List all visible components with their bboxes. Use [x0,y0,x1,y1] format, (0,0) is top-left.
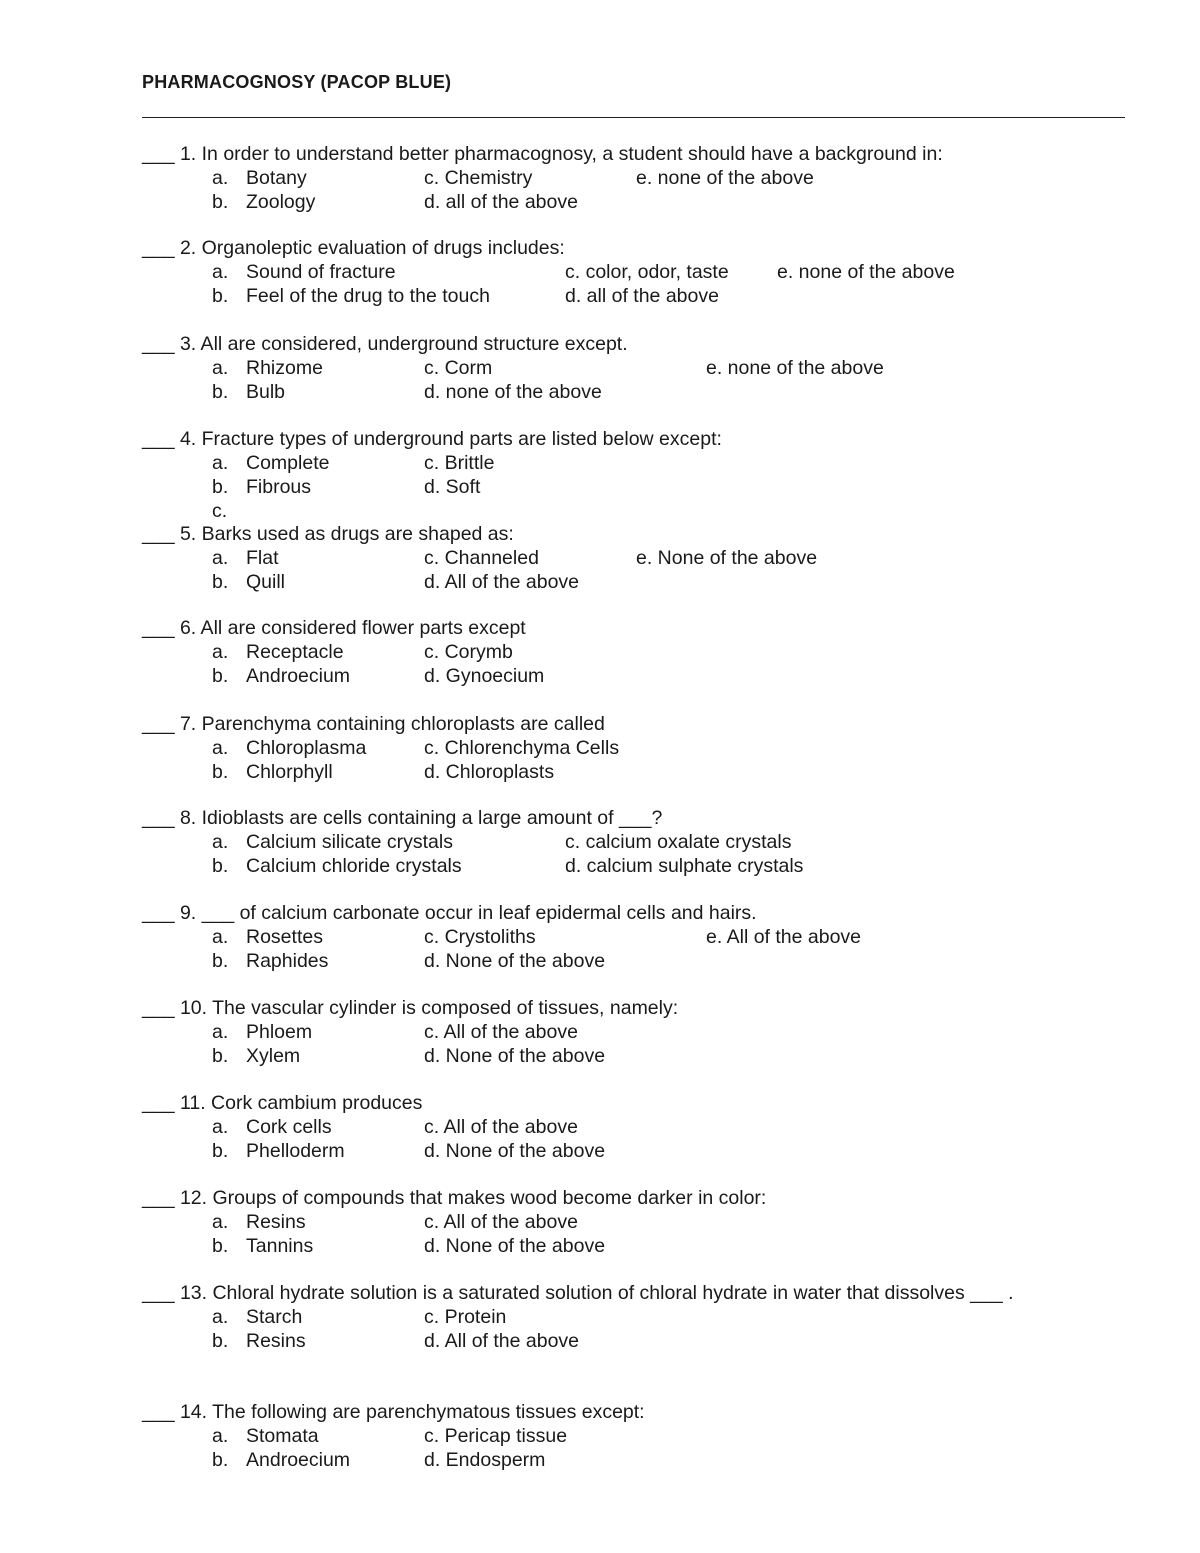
option-a: a. Resins [212,1211,306,1233]
option-e: e. none of the above [777,261,955,283]
option-c: c. Brittle [424,452,495,474]
option-row-1 [142,1305,1014,1329]
option-row-1 [142,736,620,760]
option-row-3 [142,499,722,523]
option-row-1 [142,925,862,949]
option-e: e. All of the above [706,926,862,948]
option-a: a. Rhizome [212,357,323,379]
option-b: b. Androecium [212,1449,351,1471]
option-c: c. All of the above [424,1021,578,1043]
question-4 [142,427,722,523]
option-a: a. Phloem [212,1021,313,1043]
option-row-1 [142,546,818,570]
question-14 [142,1400,645,1472]
option-row-1 [142,640,526,664]
option-d: d. None of the above [424,1140,606,1162]
question-stem: ___ 13. Chloral hydrate solution is a saturated solution of chloral hydrate in water that dissolves ___ . [142,1282,1014,1304]
question-stem: ___ 12. Groups of compounds that makes wood become darker in color: [142,1187,767,1209]
option-c: c. calcium oxalate crystals [565,831,792,853]
option-row-2 [142,475,722,499]
option-b: b. Raphides [212,950,329,972]
option-c: c. Corymb [424,641,513,663]
option-c: c. All of the above [424,1211,578,1233]
question-stem: ___ 9. ___ of calcium carbonate occur in leaf epidermal cells and hairs. [142,902,757,924]
option-c: c. Corm [424,357,493,379]
option-a: a. Complete [212,452,330,474]
option-row-1 [142,1210,766,1234]
option-e: e. none of the above [706,357,884,379]
document-title: PHARMACOGNOSY (PACOP BLUE) [142,72,452,92]
option-a: a. Stomata [212,1425,319,1447]
option-a: a. Chloroplasma [212,737,367,759]
option-b: b. Tannins [212,1235,314,1257]
question-10 [142,996,678,1068]
option-d: d. Chloroplasts [424,761,555,783]
option-row-2 [142,1044,678,1068]
option-row-1 [142,830,792,854]
option-row-2 [142,854,804,878]
empty-option-c: c. [212,500,228,522]
option-d: d. all of the above [565,285,719,307]
option-e: e. None of the above [636,547,818,569]
option-row-1 [142,166,943,190]
question-stem: ___ 1. In order to understand better pharmacognosy, a student should have a background in: [142,143,943,165]
question-2 [142,236,955,308]
option-row-2 [142,1139,606,1163]
question-stem: ___ 3. All are considered, underground structure except. [142,333,628,355]
option-a: a. Sound of fracture [212,261,396,283]
option-a: a. Botany [212,167,307,189]
option-row-2 [142,760,605,784]
option-b: b. Resins [212,1330,306,1352]
option-e: e. none of the above [636,167,814,189]
option-row-2 [142,190,943,214]
option-b: b. Bulb [212,381,286,403]
option-a: a. Rosettes [212,926,323,948]
option-row-2 [142,380,628,404]
option-d: d. all of the above [424,191,578,213]
option-d: d. None of the above [424,950,606,972]
option-a: a. Flat [212,547,279,569]
question-5 [142,522,818,594]
option-row-2 [142,284,719,308]
question-8 [142,806,804,878]
question-stem: ___ 11. Cork cambium produces [142,1092,423,1114]
option-d: d. None of the above [424,1235,606,1257]
option-b: b. Xylem [212,1045,301,1067]
option-b: b. Calcium chloride crystals [212,855,462,877]
option-row-1 [142,356,884,380]
question-stem: ___ 14. The following are parenchymatous tissues except: [142,1401,645,1423]
option-d: d. calcium sulphate crystals [565,855,804,877]
option-d: d. none of the above [424,381,602,403]
question-7 [142,712,620,784]
option-d: d. None of the above [424,1045,606,1067]
option-c: c. Chemistry [424,167,533,189]
option-d: d. All of the above [424,1330,580,1352]
option-b: b. Phelloderm [212,1140,345,1162]
option-b: b. Feel of the drug to the touch [212,285,490,307]
question-11 [142,1091,606,1163]
option-row-2 [142,664,545,688]
title-underline [142,117,1125,118]
option-b: b. Zoology [212,191,316,213]
option-d: d. Gynoecium [424,665,545,687]
question-stem: ___ 6. All are considered flower parts except [142,617,526,639]
option-c: c. Pericap tissue [424,1425,568,1447]
option-row-1 [142,451,722,475]
option-b: b. Chlorphyll [212,761,333,783]
option-d: d. All of the above [424,571,580,593]
option-a: a. Receptacle [212,641,344,663]
option-c: c. Crystoliths [424,926,536,948]
option-a: a. Starch [212,1306,303,1328]
option-c: c. color, odor, taste [565,261,729,283]
question-9 [142,901,862,973]
question-3 [142,332,884,404]
question-stem: ___ 4. Fracture types of underground parts are listed below except: [142,428,722,450]
option-row-1 [142,260,955,284]
option-row-1 [142,1424,645,1448]
option-row-1 [142,1115,578,1139]
option-a: a. Cork cells [212,1116,332,1138]
option-b: b. Androecium [212,665,351,687]
option-b: b. Quill [212,571,286,593]
question-stem: ___ 7. Parenchyma containing chloroplasts are called [142,713,605,735]
question-stem: ___ 5. Barks used as drugs are shaped as: [142,523,514,545]
option-d: d. Endosperm [424,1449,546,1471]
option-c: c. Protein [424,1306,507,1328]
option-a: a. Calcium silicate crystals [212,831,453,853]
question-1 [142,142,943,214]
option-d: d. Soft [424,476,481,498]
question-12 [142,1186,766,1258]
option-b: b. Fibrous [212,476,312,498]
question-stem: ___ 10. The vascular cylinder is composed of tissues, namely: [142,997,679,1019]
option-c: c. Channeled [424,547,539,569]
question-6 [142,616,545,688]
option-row-1 [142,1020,678,1044]
question-13 [142,1281,1014,1353]
option-row-2 [142,1329,1014,1353]
question-stem: ___ 8. Idioblasts are cells containing a large amount of ___? [142,807,663,829]
option-row-2 [142,949,757,973]
question-stem: ___ 2. Organoleptic evaluation of drugs includes: [142,237,565,259]
option-row-2 [142,1234,766,1258]
option-row-2 [142,570,580,594]
option-c: c. Chlorenchyma Cells [424,737,620,759]
option-c: c. All of the above [424,1116,578,1138]
option-row-2 [142,1448,645,1472]
